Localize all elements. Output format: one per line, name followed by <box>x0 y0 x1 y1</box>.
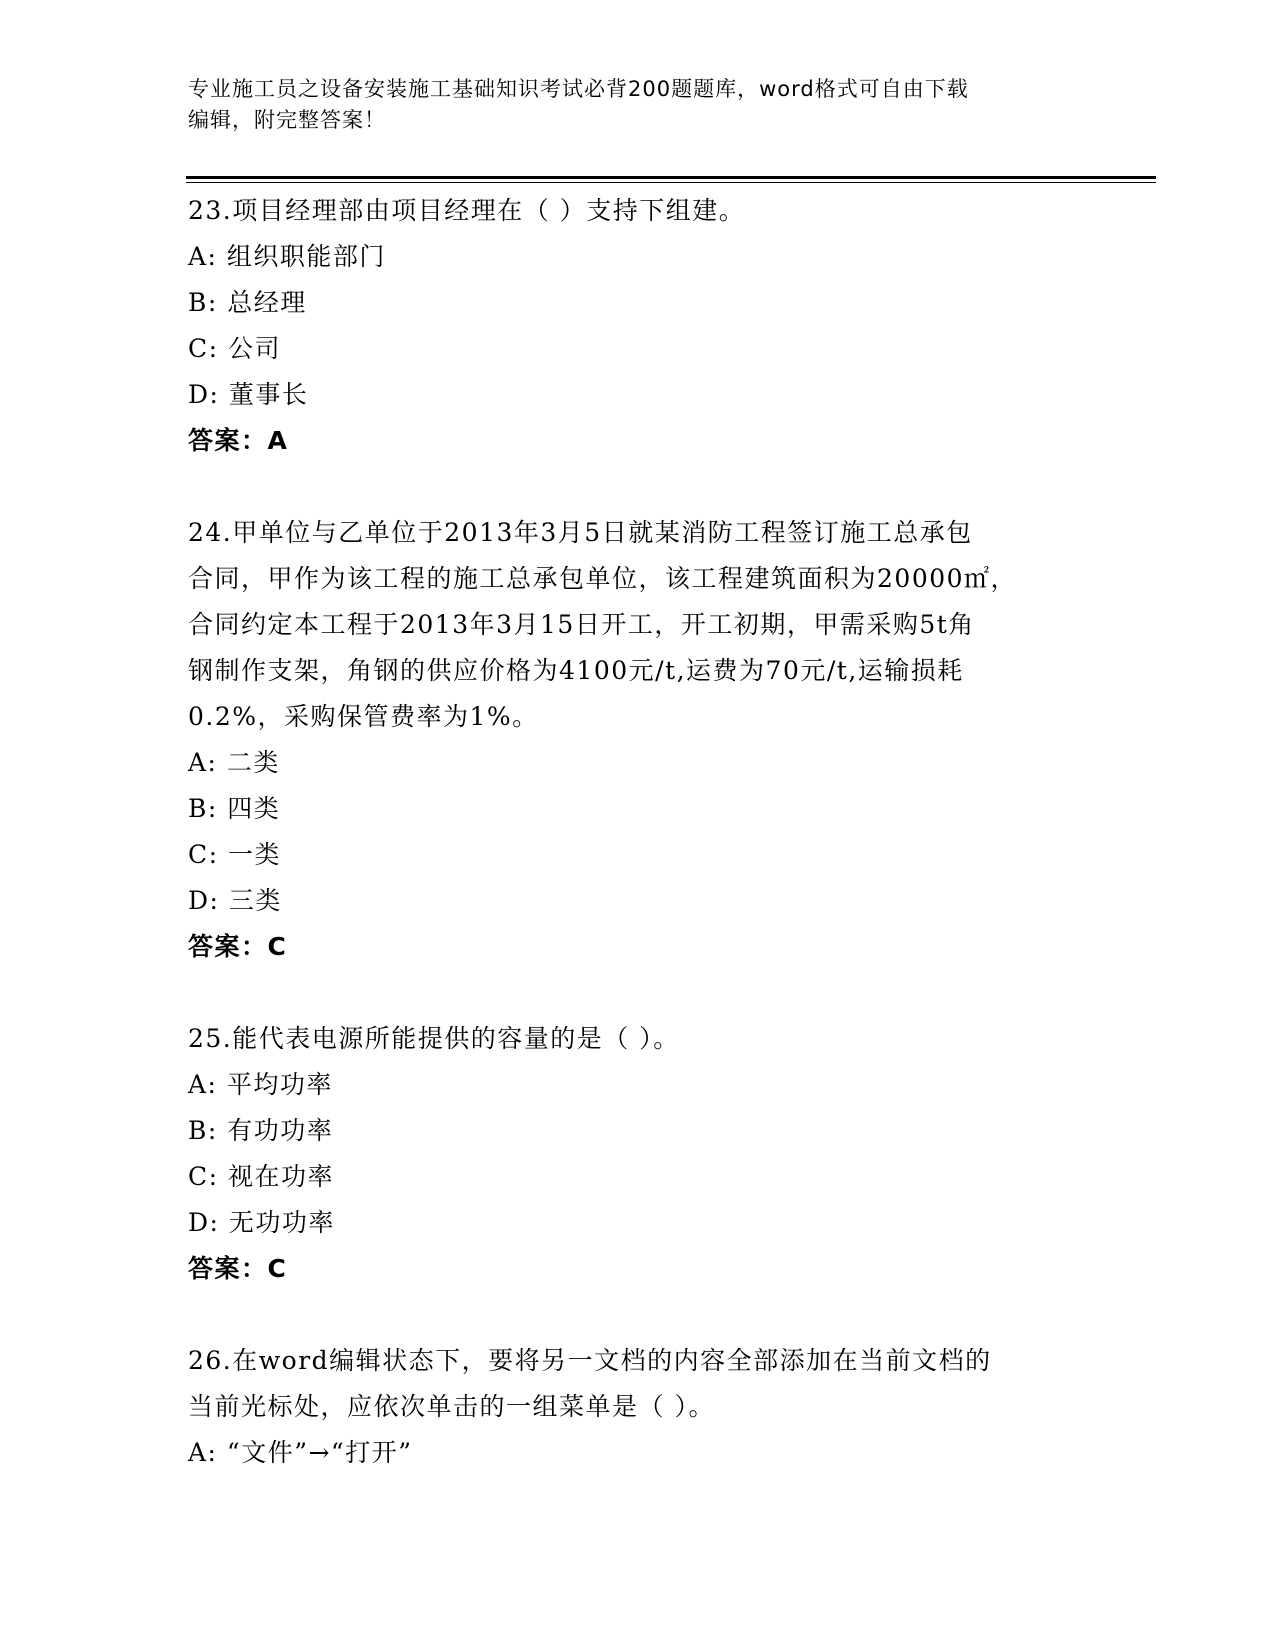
question-stem-line-2: 合同，甲作为该工程的施工总承包单位，该工程建筑面积为20000㎡， <box>188 564 1018 593</box>
option-c: C: 公司 <box>188 334 281 363</box>
option-b: B: 总经理 <box>188 288 307 317</box>
header-divider-thick <box>186 176 1156 179</box>
question-23 <box>188 188 1088 464</box>
question-26 <box>188 1338 1088 1476</box>
question-stem-line-3: 合同约定本工程于2013年3月15日开工，开工初期，甲需采购5t角 <box>188 610 975 639</box>
question-stem-line-1: 26.在word编辑状态下，要将另一文档的内容全部添加在当前文档的 <box>188 1346 992 1375</box>
header-line-1: 专业施工员之设备安装施工基础知识考试必背200题题库，word格式可自由下载 <box>188 77 969 101</box>
question-stem-line-4: 钢制作支架，角钢的供应价格为4100元/t,运费为70元/t,运输损耗 <box>188 656 964 685</box>
question-25 <box>188 1016 1088 1292</box>
question-stem: 25.能代表电源所能提供的容量的是（ ）。 <box>188 1024 680 1053</box>
question-stem: 23.项目经理部由项目经理在（ ）支持下组建。 <box>188 196 746 225</box>
document-header <box>188 74 1088 136</box>
question-24 <box>188 510 1088 970</box>
option-d: D: 三类 <box>188 886 282 915</box>
option-a: A: 平均功率 <box>188 1070 333 1099</box>
option-b: B: 四类 <box>188 794 281 823</box>
question-stem-line-5: 0.2%，采购保管费率为1%。 <box>188 702 539 731</box>
option-c: C: 一类 <box>188 840 281 869</box>
answer-label: 答案：A <box>188 426 289 455</box>
option-b: B: 有功功率 <box>188 1116 334 1145</box>
question-stem-line-2: 当前光标处，应依次单击的一组菜单是（ ）。 <box>188 1392 715 1421</box>
option-d: D: 无功功率 <box>188 1208 335 1237</box>
option-d: D: 董事长 <box>188 380 309 409</box>
option-a: A: “文件”→“打开” <box>188 1438 413 1467</box>
option-a: A: 二类 <box>188 748 280 777</box>
answer-label: 答案：C <box>188 932 288 961</box>
question-list <box>188 188 1088 1522</box>
option-a: A: 组织职能部门 <box>188 242 386 271</box>
answer-label: 答案：C <box>188 1254 288 1283</box>
question-stem-line-1: 24.甲单位与乙单位于2013年3月5日就某消防工程签订施工总承包 <box>188 518 973 547</box>
header-divider-thin <box>186 182 1156 183</box>
option-c: C: 视在功率 <box>188 1162 334 1191</box>
header-line-2: 编辑，附完整答案！ <box>188 108 386 132</box>
